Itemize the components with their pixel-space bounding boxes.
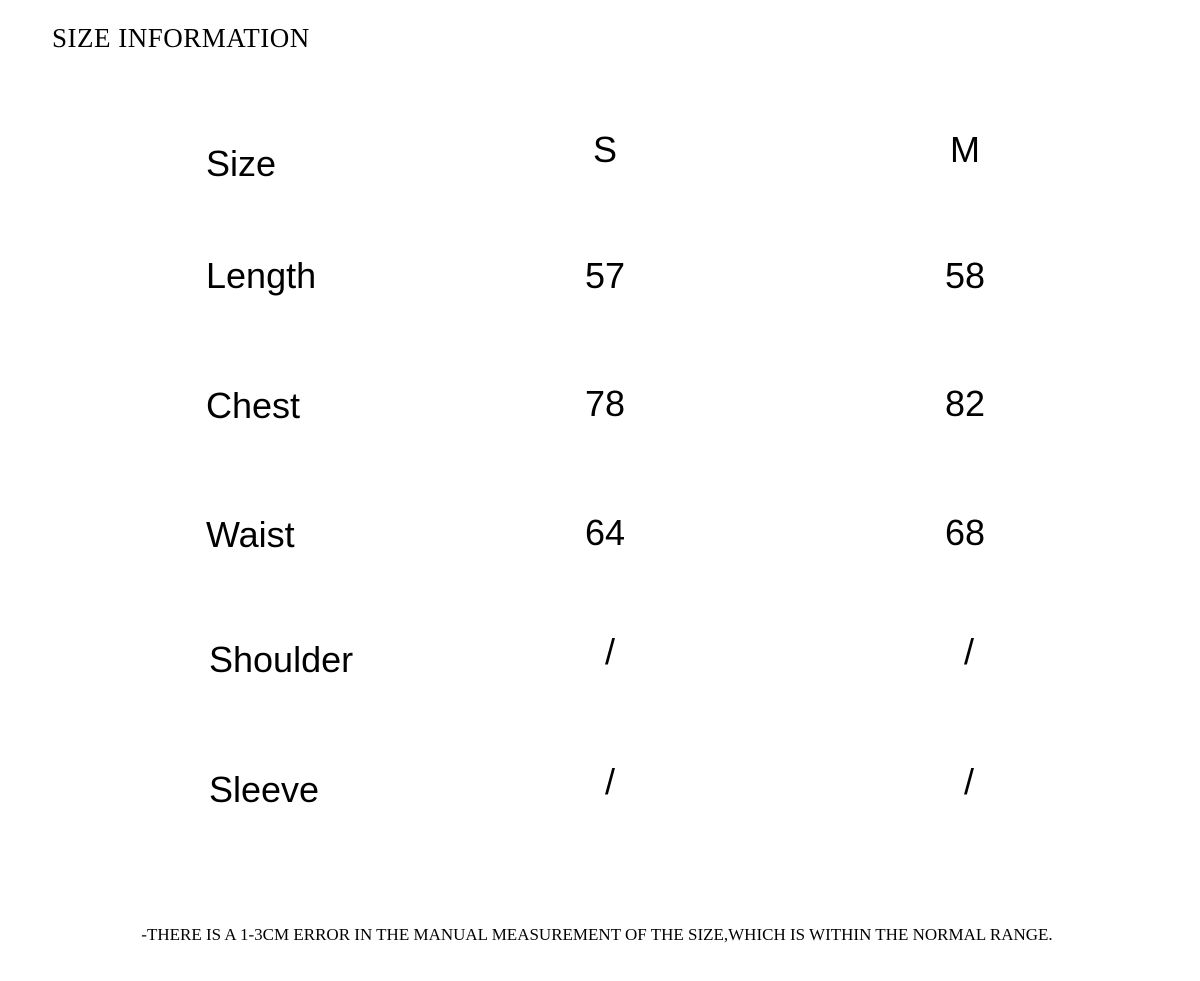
row-waist-label: Waist — [206, 514, 295, 555]
row-sleeve-m: / — [963, 761, 974, 802]
row-chest-label: Chest — [206, 385, 301, 426]
size-header-label: Size — [206, 143, 277, 184]
row-waist-s: 64 — [584, 512, 626, 553]
row-chest-s: 78 — [584, 383, 626, 424]
row-length-label: Length — [206, 255, 317, 296]
size-header-s: S — [592, 129, 617, 170]
row-waist-m: 68 — [944, 512, 986, 553]
row-shoulder-m: / — [963, 631, 974, 672]
row-chest-m: 82 — [944, 383, 986, 424]
row-sleeve-s: / — [604, 761, 615, 802]
row-shoulder-label: Shoulder — [209, 639, 354, 680]
row-sleeve-label: Sleeve — [209, 769, 320, 810]
row-length-s: 57 — [584, 255, 626, 296]
size-header-m: M — [950, 129, 980, 170]
row-shoulder-s: / — [604, 631, 615, 672]
measurement-footnote: -THERE IS A 1-3CM ERROR IN THE MANUAL MEASUREMENT OF THE SIZE,WHICH IS WITHIN THE NORMAL RANGE. — [141, 925, 1053, 944]
row-length-m: 58 — [944, 255, 986, 296]
page-title: SIZE INFORMATION — [52, 23, 310, 53]
